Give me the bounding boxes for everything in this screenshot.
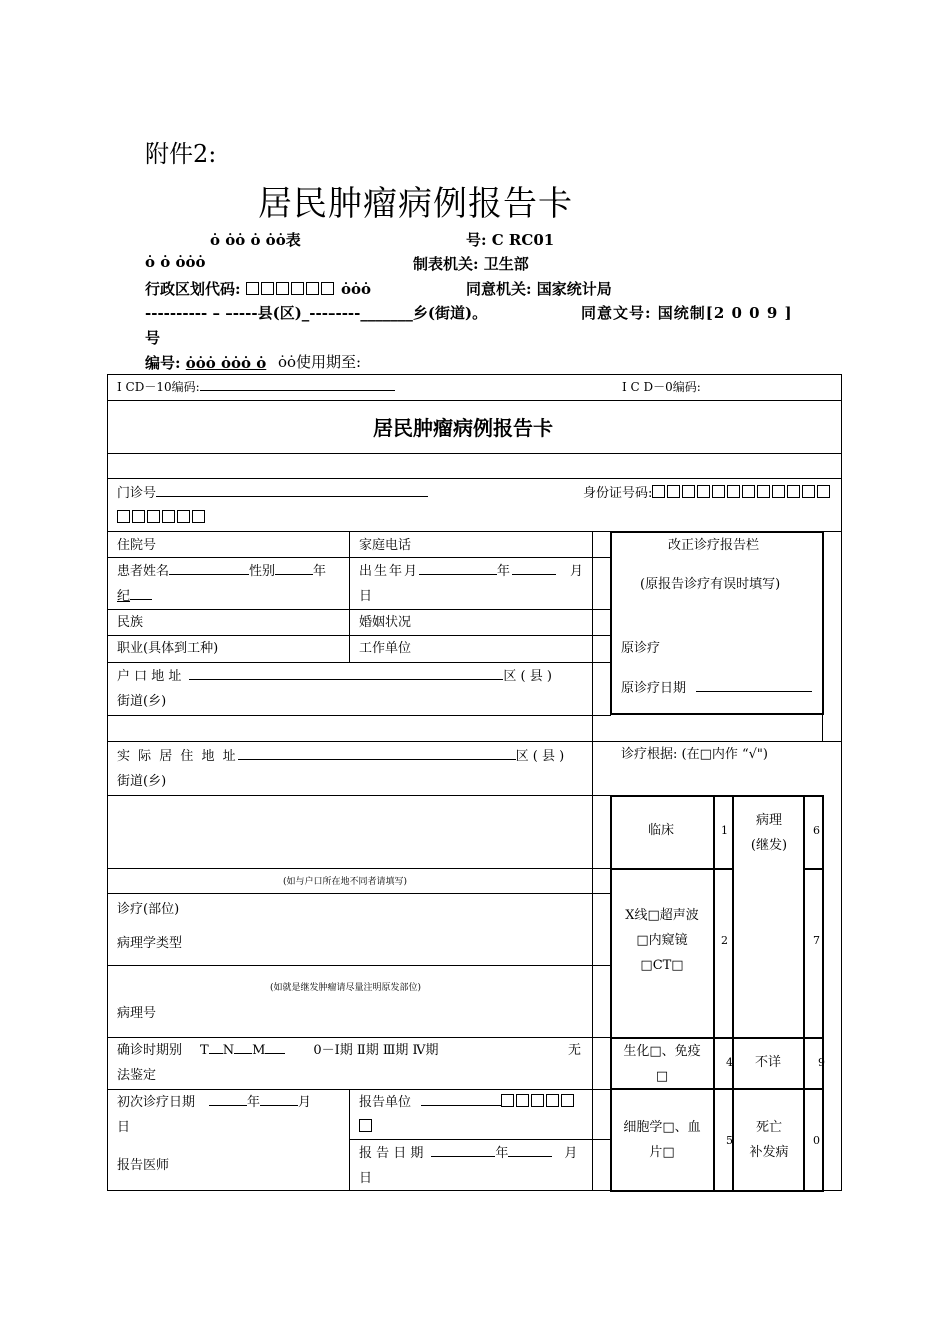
first-visit-day: 日 <box>117 1120 131 1135</box>
hukou-address-label: 户 口 地 址 <box>117 669 182 684</box>
basis-imaging[interactable] <box>612 903 712 978</box>
gender-label: 性别 <box>249 564 276 579</box>
patient-name-label: 患者姓名 <box>117 564 170 579</box>
unable-assess-1: 无 <box>568 1043 582 1058</box>
actual-address-field[interactable] <box>117 744 564 769</box>
pathology-number-label: 病理号 <box>117 1006 157 1021</box>
hukou-district-label: 区 ( 县 ) <box>503 669 552 684</box>
icd10-label: I CD－10编码: <box>117 380 200 394</box>
basis-cytology-line2: 片□ <box>649 1145 675 1160</box>
age-field[interactable] <box>117 584 152 609</box>
diagnosis-site-label: 诊疗(部位) <box>117 902 180 917</box>
basis-imaging-line1: X线□超声波 <box>625 908 699 923</box>
correction-title: 改正诊疗报告栏 <box>668 538 760 553</box>
inpatient-label: 住院号 <box>117 538 157 553</box>
region-code-boxes[interactable] <box>246 280 336 298</box>
report-unit-boxes-continued[interactable] <box>359 1115 374 1140</box>
correction-note: (原报告诊疗有误时填写) <box>640 577 781 592</box>
original-diagnosis-date-label: 原诊疗日期 <box>621 681 687 696</box>
address-fill-note: (如与户口所在地不同者请填写) <box>283 877 408 887</box>
basis-unknown[interactable]: 不详 <box>755 1055 782 1070</box>
report-date-year: 年 <box>495 1146 509 1161</box>
outpatient-field[interactable] <box>117 481 428 506</box>
basis-code-6: 6 <box>813 824 820 837</box>
birth-year-label: 年 <box>497 564 513 579</box>
first-visit-year: 年 <box>247 1095 261 1110</box>
basis-imaging-line3: □CT□ <box>640 958 684 973</box>
metastasis-note: (如就是继发肿瘤请尽量注明原发部位) <box>270 983 422 993</box>
stage-field[interactable] <box>117 1038 439 1063</box>
basis-pathology-line1: 病理 <box>755 813 782 828</box>
first-visit-field[interactable] <box>117 1090 311 1115</box>
hukou-street-label: 街道(乡) <box>117 694 167 709</box>
basis-pathology[interactable] <box>734 808 804 858</box>
basis-pathology-line2: (继发) <box>750 838 788 853</box>
basis-biochem-line2: □ <box>655 1069 669 1084</box>
original-diagnosis-date-field[interactable] <box>621 676 812 701</box>
birth-month-label: 月 <box>570 564 586 579</box>
age-label: 纪 <box>117 589 131 604</box>
issuing-authority: 制表机关: 卫生部 <box>413 255 529 273</box>
approving-authority: 同意机关: 国家统计局 <box>466 280 612 298</box>
ethnicity-label: 民族 <box>117 615 144 630</box>
id-number-boxes-continued[interactable] <box>117 506 207 531</box>
basis-code-5: 5 <box>726 1134 733 1147</box>
icdo-field[interactable] <box>622 375 701 400</box>
address-line: ---------- – –----县(区)_---–----_______乡(街道)。 <box>145 304 488 322</box>
occupation-label: 职业(具体到工种) <box>117 641 219 656</box>
report-unit-field[interactable] <box>359 1090 576 1115</box>
basis-code-2: 2 <box>721 934 728 947</box>
basis-cytology-line1: 细胞学□、血 <box>623 1120 701 1135</box>
basis-clinical[interactable]: 临床 <box>648 823 675 838</box>
header-marks-1: ȯ ȯȯ ȯ ȯȯ表 <box>210 231 301 249</box>
basis-code-7: 7 <box>813 934 820 947</box>
birth-label: 出生年月 <box>359 564 420 579</box>
report-unit-label: 报告单位 <box>359 1095 412 1110</box>
workplace-label: 工作单位 <box>359 641 412 656</box>
outpatient-label: 门诊号 <box>117 486 157 501</box>
diagnosis-basis-label: 诊疗根据: (在□内作 “√") <box>621 747 768 762</box>
tnm-n: N <box>222 1043 235 1058</box>
serial-number <box>145 352 266 373</box>
basis-imaging-line2: □内窥镜 <box>636 933 688 948</box>
basis-biochem[interactable] <box>612 1039 712 1089</box>
region-code <box>145 278 371 299</box>
basis-cytology[interactable] <box>612 1115 712 1165</box>
tnm-m: M <box>252 1043 266 1058</box>
stage-options[interactable]: 0－I期 Ⅱ期 Ⅲ期 Ⅳ期 <box>313 1043 439 1058</box>
year-label: 年 <box>313 564 327 579</box>
actual-street-label: 街道(乡) <box>117 774 167 789</box>
approval-number-suffix: 号 <box>145 329 161 347</box>
basis-biochem-line1: 生化□、免疫 <box>623 1044 701 1059</box>
card-title: 居民肿瘤病例报告卡 <box>373 416 553 440</box>
approval-number: 同意文号: 国统制[2 0 0 9 ] <box>581 304 793 322</box>
basis-death-line1: 死亡 <box>755 1120 782 1135</box>
hukou-address-field[interactable] <box>117 664 552 689</box>
region-code-label: 行政区划代码: <box>145 280 241 298</box>
report-date-month: 月 <box>564 1146 578 1161</box>
serial-label: 编号: <box>145 354 181 372</box>
basis-death-line2: 补发病 <box>749 1145 789 1160</box>
stage-label: 确诊时期别 <box>117 1043 183 1058</box>
tnm-t: T <box>200 1043 209 1058</box>
actual-address-label: 实 际 居 住 地 址 <box>117 749 238 764</box>
first-visit-month: 月 <box>298 1095 312 1110</box>
marital-label: 婚姻状况 <box>359 615 412 630</box>
unable-assess-2: 法鉴定 <box>117 1068 157 1083</box>
attachment-label: 附件2: <box>145 140 217 168</box>
id-number-field[interactable] <box>583 481 832 506</box>
actual-district-label: 区 ( 县 ) <box>515 749 565 764</box>
basis-code-4: 4 <box>726 1056 733 1069</box>
report-doctor-label: 报告医师 <box>117 1158 170 1173</box>
report-date-day: 日 <box>359 1171 373 1186</box>
page-title: 居民肿瘤病例报告卡 <box>258 184 573 224</box>
validity-period: ȯȯ使用期至: <box>278 353 362 371</box>
icdo-label: I C D－0编码: <box>622 380 701 394</box>
home-phone-label: 家庭电话 <box>359 538 412 553</box>
patient-name-field[interactable] <box>117 559 326 584</box>
birth-day-label: 日 <box>359 589 373 604</box>
region-code-suffix: ȯȯȯ <box>341 280 372 298</box>
form-number: 号: C RC01 <box>466 231 555 249</box>
serial-marks: ȯȯȯ ȯȯȯ ȯ <box>185 354 267 372</box>
id-number-label: 身份证号码: <box>583 486 653 501</box>
basis-code-9: 9 <box>818 1056 825 1069</box>
basis-code-1: 1 <box>721 824 728 837</box>
header-marks-2: ȯ ȯ ȯȯȯ <box>145 253 206 271</box>
report-date-label: 报 告 日 期 <box>359 1146 424 1161</box>
basis-death[interactable] <box>734 1115 804 1165</box>
basis-code-0: 0 <box>813 1134 820 1147</box>
report-date-field[interactable] <box>359 1141 577 1166</box>
original-diagnosis-label: 原诊疗 <box>621 641 661 656</box>
icd10-field[interactable] <box>117 375 395 400</box>
first-visit-label: 初次诊疗日期 <box>117 1095 196 1110</box>
pathology-type-label: 病理学类型 <box>117 936 183 951</box>
birth-field[interactable] <box>359 559 585 584</box>
